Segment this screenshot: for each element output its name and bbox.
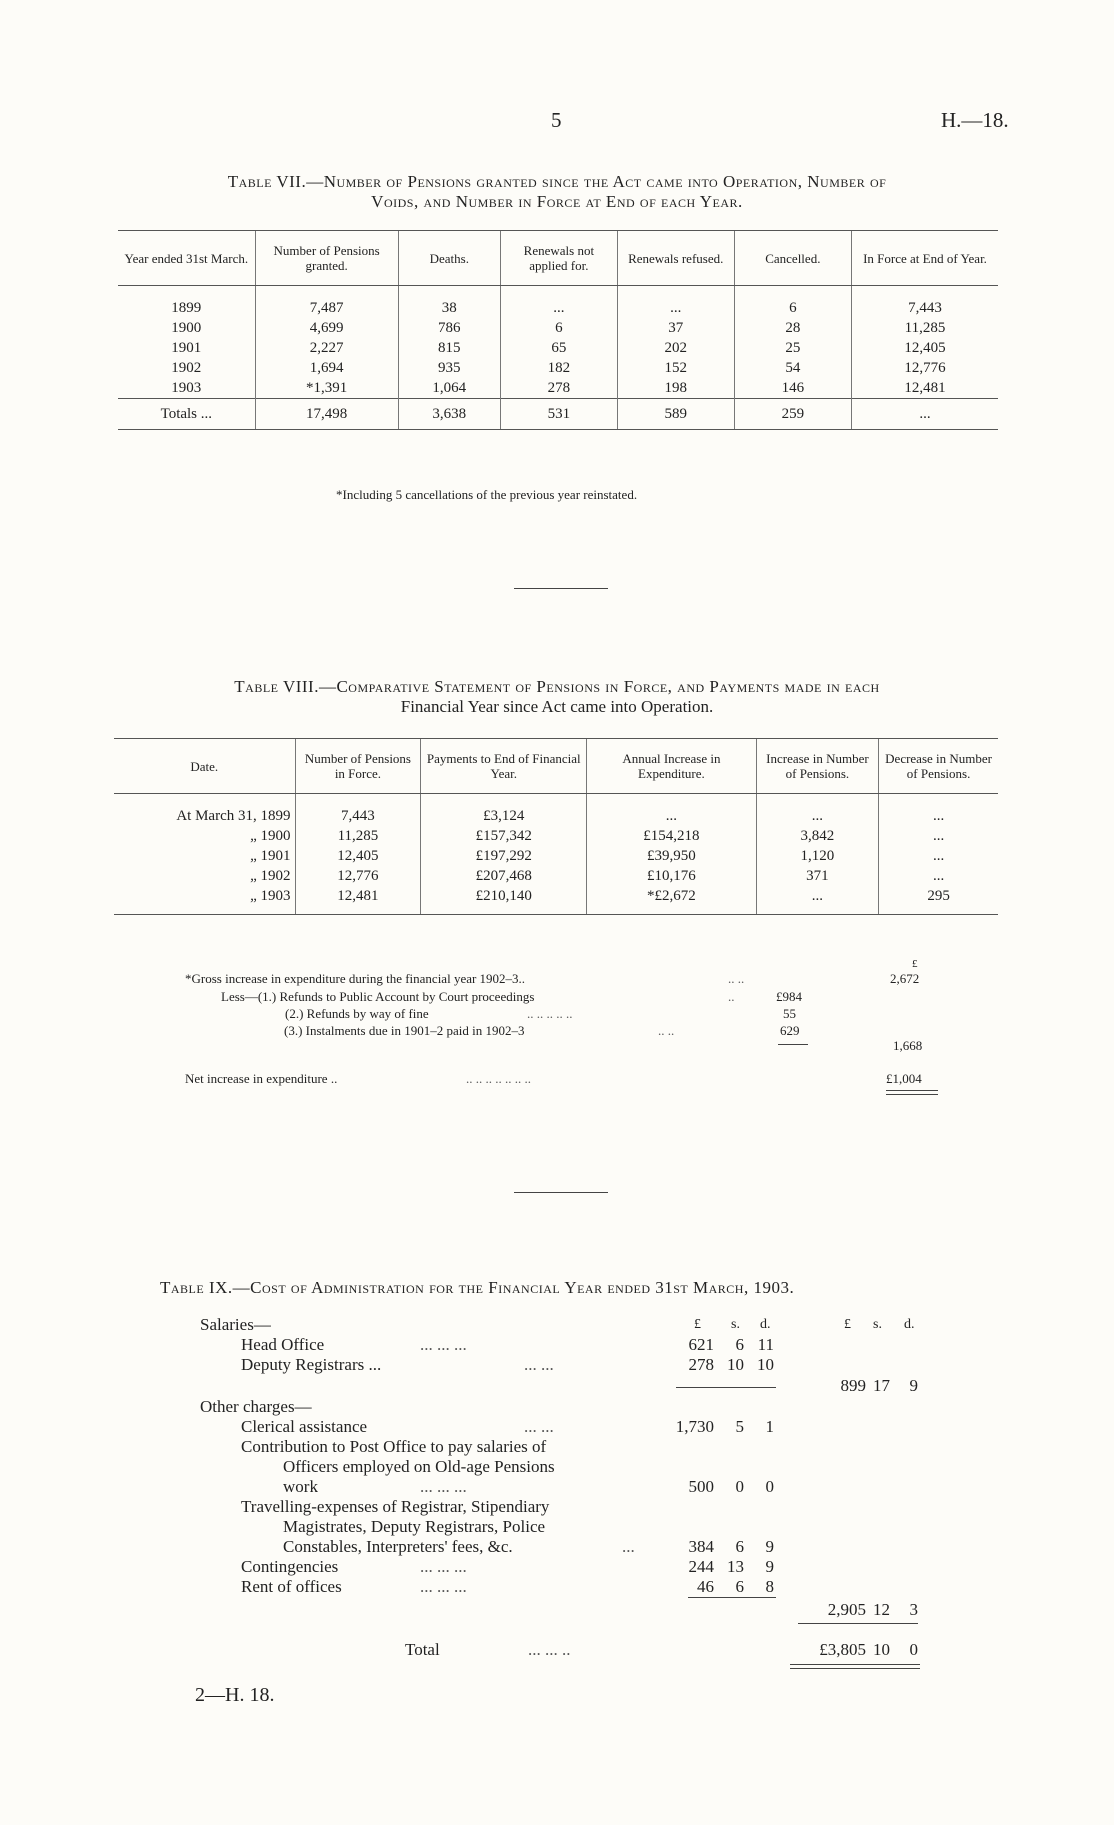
table-cell: 6 — [500, 318, 617, 338]
table-cell: „ 1903 — [114, 886, 295, 915]
table-cell: 37 — [617, 318, 734, 338]
table-cell: 371 — [756, 866, 879, 886]
deputy-registrars-label: Deputy Registrars ... — [241, 1355, 382, 1374]
table-row — [118, 338, 998, 358]
table-cell: 25 — [734, 338, 851, 358]
table-row — [114, 846, 998, 866]
table-cell: 202 — [617, 338, 734, 358]
table7-header: In Force at End of Year. — [852, 231, 998, 286]
sum-rule — [688, 1597, 776, 1598]
table-row — [114, 866, 998, 886]
table-row — [118, 378, 998, 399]
table-cell: 7,443 — [295, 794, 421, 827]
table8 — [114, 738, 998, 915]
pence-heading: d. — [760, 1317, 771, 1332]
table-cell: 531 — [500, 399, 617, 430]
total-label: Total — [405, 1640, 440, 1659]
table-cell: 28 — [734, 318, 851, 338]
table-cell: 146 — [734, 378, 851, 399]
table-cell: 12,405 — [852, 338, 998, 358]
table-cell: ... — [756, 794, 879, 827]
grand-total-pounds: £3,805 — [819, 1640, 866, 1659]
pound-sign-heading: £ — [912, 958, 918, 970]
table-cell: 38 — [398, 286, 500, 319]
post-office-pence: 0 — [765, 1477, 774, 1496]
leader-dots: ... ... — [524, 1355, 554, 1374]
table-cell: At March 31, 1899 — [176, 808, 291, 824]
table-cell: 17,498 — [255, 399, 398, 430]
table8-header-row — [114, 739, 998, 794]
travel-label: Magistrates, Deputy Registrars, Police — [283, 1517, 546, 1536]
table-cell: 198 — [617, 378, 734, 399]
contingencies-shillings: 13 — [727, 1557, 744, 1576]
table-cell: ... — [587, 794, 757, 827]
table-cell: ... — [500, 286, 617, 319]
contingencies-pence: 9 — [765, 1557, 774, 1576]
rent-shillings: 6 — [735, 1577, 744, 1596]
document-reference: H.—18. — [941, 108, 1009, 132]
leader-dots: ... ... ... — [420, 1477, 467, 1496]
gross-increase-value: 2,672 — [890, 971, 920, 986]
table-cell: 2,227 — [255, 338, 398, 358]
less-refunds-fine-value: 55 — [783, 1006, 796, 1021]
travel-shillings: 6 — [735, 1537, 744, 1556]
table-cell: ... — [879, 826, 998, 846]
leader-dots: ... ... ... — [420, 1335, 467, 1354]
contingencies-label: Contingencies — [241, 1557, 339, 1576]
table-cell: 182 — [500, 358, 617, 378]
clerical-label: Clerical assistance — [241, 1417, 368, 1436]
table7-totals-row — [118, 399, 998, 430]
less-refunds-court-label: Less—(1.) Refunds to Public Account by Court proceedings — [221, 989, 535, 1004]
double-rule — [790, 1668, 920, 1669]
rent-label: Rent of offices — [241, 1577, 342, 1596]
deputy-registrars-shillings: 10 — [727, 1355, 744, 1374]
deputy-registrars-pounds: 278 — [688, 1355, 714, 1374]
page-signature: 2—H. 18. — [195, 1684, 275, 1706]
post-office-pounds: 500 — [688, 1477, 714, 1496]
table-cell: 3,842 — [756, 826, 879, 846]
leader-dots: ... ... .. — [528, 1640, 571, 1659]
table7-footnote: *Including 5 cancellations of the previous year reinstated. — [336, 487, 638, 502]
table7-header: Deaths. — [398, 231, 500, 286]
leader-dots: ... ... ... — [420, 1557, 467, 1576]
table8-header: Decrease in Number of Pensions. — [879, 739, 998, 794]
other-total-shillings: 12 — [873, 1600, 890, 1619]
table-cell: 278 — [500, 378, 617, 399]
table-row — [114, 794, 998, 827]
table8-header: Number of Pensions in Force. — [295, 739, 421, 794]
table7-header: Number of Pensions granted. — [255, 231, 398, 286]
grand-total-pence: 0 — [909, 1640, 918, 1659]
table7-header: Year ended 31st March. — [118, 231, 255, 286]
table7-header: Renewals not applied for. — [500, 231, 617, 286]
table8-header: Increase in Number of Pensions. — [756, 739, 879, 794]
less-total-value: 1,668 — [893, 1038, 923, 1053]
table8-header: Date. — [114, 739, 295, 794]
table8-header: Annual Increase in Expenditure. — [587, 739, 757, 794]
table-cell: £154,218 — [587, 826, 757, 846]
table-cell: 3,638 — [398, 399, 500, 430]
pence-heading: d. — [904, 1317, 915, 1332]
head-office-label: Head Office — [241, 1335, 325, 1354]
leader-dots: ... — [622, 1537, 635, 1556]
table-cell: 152 — [617, 358, 734, 378]
table7-header: Cancelled. — [734, 231, 851, 286]
table-cell: ... — [879, 866, 998, 886]
pounds-heading: £ — [844, 1317, 851, 1332]
table-cell: 1,120 — [756, 846, 879, 866]
table-cell: 295 — [879, 886, 998, 915]
leader-dots: .. .. .. .. .. .. .. — [466, 1071, 531, 1086]
post-office-label: Contribution to Post Office to pay salaries of — [241, 1437, 547, 1456]
table-cell: „ 1900 — [250, 828, 291, 844]
table-cell: 54 — [734, 358, 851, 378]
shillings-heading: s. — [731, 1317, 740, 1332]
salaries-heading: Salaries— — [200, 1315, 271, 1334]
head-office-pounds: 621 — [688, 1335, 714, 1354]
travel-label: Travelling-expenses of Registrar, Stipendiary — [241, 1497, 550, 1516]
leader-dots: ... ... ... — [420, 1577, 467, 1596]
table-cell: £197,292 — [421, 846, 587, 866]
shillings-heading: s. — [873, 1317, 882, 1332]
table7-title-line2: Voids, and Number in Force at End of each Year. — [371, 192, 743, 211]
rent-pence: 8 — [765, 1577, 774, 1596]
table-cell: *£2,672 — [587, 886, 757, 915]
grand-total-shillings: 10 — [873, 1640, 890, 1659]
table-cell: 589 — [617, 399, 734, 430]
table8-header: Payments to End of Financial Year. — [421, 739, 587, 794]
less-refunds-fine-label: (2.) Refunds by way of fine — [285, 1006, 429, 1021]
table-cell: £39,950 — [587, 846, 757, 866]
deputy-registrars-pence: 10 — [757, 1355, 774, 1374]
table8-title-line2: Financial Year since Act came into Operation. — [400, 697, 714, 716]
table-cell: 6 — [734, 286, 851, 319]
table-cell: 259 — [734, 399, 851, 430]
table-cell: 4,699 — [255, 318, 398, 338]
leader-dots: .. .. — [658, 1023, 675, 1038]
table-cell: 12,481 — [295, 886, 421, 915]
section-divider — [514, 588, 608, 589]
salaries-total-pence: 9 — [909, 1376, 918, 1395]
less-instalments-value: 629 — [780, 1023, 800, 1038]
table-row — [118, 318, 998, 338]
net-increase-label: Net increase in expenditure .. — [185, 1071, 338, 1086]
table-cell: 7,443 — [852, 286, 998, 319]
table-cell: „ 1902 — [250, 868, 291, 884]
clerical-pounds: 1,730 — [675, 1417, 714, 1436]
table8-title-line1: Table VIII.—Comparative Statement of Pensions in Force, and Payments made in each — [234, 677, 880, 696]
sum-rule — [676, 1387, 776, 1388]
head-office-shillings: 6 — [735, 1335, 744, 1354]
table-cell: £157,342 — [421, 826, 587, 846]
other-total-pence: 3 — [909, 1600, 918, 1619]
clerical-shillings: 5 — [735, 1417, 744, 1436]
section-divider — [514, 1192, 608, 1193]
sum-rule — [798, 1623, 918, 1624]
table-cell: 1,694 — [255, 358, 398, 378]
travel-label: Constables, Interpreters' fees, &c. — [283, 1537, 513, 1556]
clerical-pence: 1 — [765, 1417, 774, 1436]
less-instalments-label: (3.) Instalments due in 1901–2 paid in 1902–3 — [284, 1023, 525, 1038]
table-cell: ... — [617, 286, 734, 319]
table-cell: 12,776 — [295, 866, 421, 886]
salaries-total-pounds: 899 — [840, 1376, 866, 1395]
table-cell: 1900 — [171, 320, 202, 336]
post-office-shillings: 0 — [735, 1477, 744, 1496]
table-cell: 65 — [500, 338, 617, 358]
table-cell: 11,285 — [295, 826, 421, 846]
other-charges-heading: Other charges— — [200, 1397, 312, 1416]
leader-dots: .. .. .. .. .. — [527, 1006, 573, 1021]
table7-header-row — [118, 231, 998, 286]
table-cell: 12,481 — [852, 378, 998, 399]
table-cell: £207,468 — [421, 866, 587, 886]
table-cell: 12,405 — [295, 846, 421, 866]
table-cell: ... — [852, 399, 998, 430]
table-cell: £210,140 — [421, 886, 587, 915]
double-rule — [886, 1090, 938, 1091]
table-cell: *1,391 — [255, 378, 398, 399]
post-office-label: Officers employed on Old-age Pensions — [283, 1457, 555, 1476]
table-row — [114, 826, 998, 846]
table-cell: 1,064 — [398, 378, 500, 399]
table-cell: 1902 — [171, 360, 202, 376]
other-total-pounds: 2,905 — [827, 1600, 866, 1619]
pounds-heading: £ — [694, 1317, 701, 1332]
table-cell: 1901 — [171, 340, 202, 356]
head-office-pence: 11 — [757, 1335, 774, 1354]
table-cell: „ 1901 — [250, 848, 291, 864]
table7 — [118, 230, 998, 430]
leader-dots: .. — [728, 989, 735, 1004]
table7-header: Renewals refused. — [617, 231, 734, 286]
post-office-label: work — [283, 1477, 318, 1496]
table-cell: ... — [879, 794, 998, 827]
table-cell: £3,124 — [421, 794, 587, 827]
double-rule — [790, 1664, 920, 1665]
table-cell: ... — [756, 886, 879, 915]
table-cell: 7,487 — [255, 286, 398, 319]
table-cell: 815 — [398, 338, 500, 358]
page-number: 5 — [551, 108, 562, 132]
table-cell: 1903 — [171, 380, 202, 396]
travel-pounds: 384 — [688, 1537, 714, 1556]
contingencies-pounds: 244 — [688, 1557, 714, 1576]
net-increase-value: £1,004 — [886, 1071, 922, 1086]
table-cell: 1899 — [171, 300, 202, 316]
less-refunds-court-value: £984 — [776, 989, 802, 1004]
sum-rule — [778, 1044, 808, 1045]
gross-increase-label: *Gross increase in expenditure during the financial year 1902–3.. — [185, 971, 526, 986]
table-cell: 11,285 — [852, 318, 998, 338]
table-cell: 12,776 — [852, 358, 998, 378]
salaries-total-shillings: 17 — [873, 1376, 890, 1395]
table-cell: Totals ... — [118, 399, 255, 430]
table-row — [118, 358, 998, 378]
table-cell: 935 — [398, 358, 500, 378]
table-row — [118, 286, 998, 319]
table9-title: Table IX.—Cost of Administration for the Financial Year ended 31st March, 1903. — [160, 1278, 795, 1297]
table-cell: 786 — [398, 318, 500, 338]
table7-title-line1: Table VII.—Number of Pensions granted since the Act came into Operation, Number of — [227, 172, 887, 191]
table-row — [114, 886, 998, 915]
double-rule — [886, 1094, 938, 1095]
leader-dots: ... ... — [524, 1417, 554, 1436]
travel-pence: 9 — [765, 1537, 774, 1556]
table-cell: £10,176 — [587, 866, 757, 886]
leader-dots: .. .. — [728, 971, 745, 986]
rent-pounds: 46 — [697, 1577, 714, 1596]
table-cell: ... — [879, 846, 998, 866]
